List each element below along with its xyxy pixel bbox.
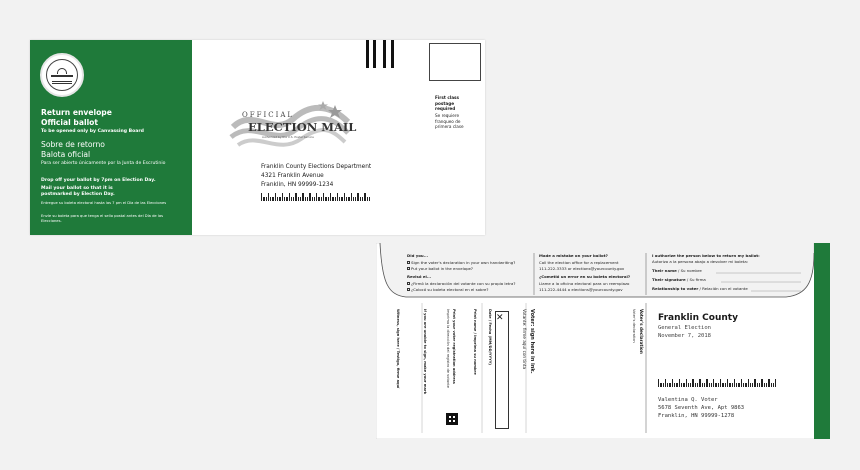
barcode-bar [690,383,691,387]
barcode-bar [302,193,303,201]
postage-required-text: First class postage required [435,95,460,111]
green-strip [814,243,830,439]
barcode-bar [277,197,278,201]
barcode-bar [686,379,687,387]
barcode-bar [291,197,292,201]
barcode-bar [720,379,721,387]
postal-barcode [261,193,370,201]
their-signature-field[interactable]: Their signature / Su firma [652,277,706,282]
checkbox-icon[interactable] [407,267,410,270]
barcode-bar [270,197,271,201]
barcode-bar [667,383,668,387]
barcode-bar [713,379,714,387]
barcode-bar [312,197,313,201]
barcode-bar [679,379,680,387]
reviso-heading: Revisó el... [407,274,432,279]
barcode-bar [766,383,767,387]
barcode-bar [741,379,742,387]
barcode-bar [743,383,744,387]
barcode-bar [738,383,739,387]
voter-address-line: 5678 Seventh Ave, Apt 9863 [658,405,745,411]
barcode-bar [759,383,760,387]
barcode-bar [272,197,273,201]
barcode-bar [725,383,726,387]
barcode-bar [286,197,287,201]
county-name: Franklin County [658,313,738,323]
barcode-bar [268,193,269,201]
barcode-bar [346,197,347,201]
voter-address-line: Franklin, HN 99999-1278 [658,413,735,419]
barcode-bar [337,193,338,201]
error-contact-es: 111-222-4444 o elections@yourcounty.gov [539,287,623,292]
barcode-bar [699,379,700,387]
barcode-bar [748,379,749,387]
return-envelope-title-es: Sobre de retorno [41,140,105,149]
mark-box[interactable] [495,311,509,429]
barcode-bar [305,197,306,201]
barcode-bar [745,383,746,387]
barcode-bar [339,197,340,201]
barcode-bar [688,383,689,387]
barcode-bar [295,193,296,201]
barcode-bar [367,197,368,201]
barcode-bar [773,383,774,387]
logo-official-text: OFFICIAL [242,111,295,119]
barcode-bar [706,379,707,387]
barcode-bar [727,379,728,387]
barcode-bar [332,197,333,201]
barcode-bar [351,193,352,201]
logo-election-mail-text: ELECTION MAIL [248,120,357,134]
facing-mark-bar [373,40,376,68]
sign-here-label-es: Votante: firme aquí con tinta [522,309,527,370]
barcode-bar [734,379,735,387]
barcode-bar [369,197,370,201]
barcode-bar [362,197,363,201]
put-checklist-item: Put your ballot in the envelope? [407,266,473,272]
voter-address-line: Valentina Q. Voter [658,397,718,403]
barcode-bar [330,193,331,201]
return-envelope-title: Return envelope [41,108,112,117]
sign-here-label: Voter: sign here in ink. [529,309,535,374]
official-ballot-title-es: Balota oficial [41,150,91,159]
checkbox-icon[interactable] [407,282,410,285]
barcode-bar [754,379,755,387]
barcode-bar [328,197,329,201]
mail-instruction-line-1: Mail your ballot so that it is [41,186,113,191]
barcode-bar [353,197,354,201]
mistake-line: Call the election office for a replacement [539,260,619,265]
x-mark-icon: ✕ [496,313,504,323]
declaration-text: Voter's declaration [632,309,636,343]
did-you-heading: Did you... [407,253,429,258]
barcode-bar [663,383,664,387]
declaration-title: Voter's declaration [639,309,644,354]
county-seal-icon [40,53,84,97]
barcode-bar [318,197,319,201]
stamp-placeholder [429,43,481,81]
barcode-bar [293,197,294,201]
error-line-es: Llame a la oficina electoral para un reemplazo [539,281,630,286]
barcode-bar [718,383,719,387]
barcode-bar [355,197,356,201]
barcode-bar [709,383,710,387]
barcode-bar [695,383,696,387]
barcode-bar [732,383,733,387]
barcode-bar [729,383,730,387]
their-name-field[interactable]: Their name / Su nombre [652,268,702,273]
barcode-bar [711,383,712,387]
date-field[interactable]: Date / Fecha (MM/DD/YYYY) [488,309,492,365]
return-envelope-back [376,243,830,439]
barcode-bar [764,383,765,387]
election-name: General Election [658,325,711,331]
postage-required-text-es: Se requiere franqueo de primera clase [435,113,464,129]
recipient-address-line: Franklin County Elections Department [261,164,372,170]
checkbox-icon[interactable] [407,261,410,264]
barcode-bar [275,193,276,201]
barcode-bar [323,193,324,201]
print-name-field[interactable]: Print name / Imprima su nombre [473,309,477,375]
barcode-bar [672,379,673,387]
barcode-bar [335,197,336,201]
barcode-bar [309,193,310,201]
barcode-bar [266,197,267,201]
barcode-bar [344,193,345,201]
barcode-bar [757,383,758,387]
barcode-bar [658,379,659,387]
mail-instruction-line-2: postmarked by Election Day. [41,192,115,197]
barcode-bar [261,193,262,201]
barcode-bar [768,379,769,387]
barcode-bar [341,197,342,201]
barcode-bar [715,383,716,387]
election-date: November 7, 2018 [658,333,711,339]
mail-instruction-es: Envíe su boleta para que tenga el sello postal antes del Día de las Elecciones. [41,214,164,223]
barcode-bar [750,383,751,387]
barcode-bar [357,193,358,201]
barcode-bar [279,197,280,201]
barcode-bar [681,383,682,387]
barcode-bar [722,383,723,387]
unable-to-sign-heading: If you are unable to sign, make your mark [423,309,427,395]
barcode-bar [775,379,776,387]
barcode-bar [348,197,349,201]
barcode-bar [674,383,675,387]
barcode-bar [660,383,661,387]
barcode-bar [771,383,772,387]
barcode-bar [683,383,684,387]
barcode-bar [289,193,290,201]
drop-off-instruction-es: Entregue su boleta electoral hasta las 7 pm el Día de las Elecciones [41,201,167,205]
error-heading-es: ¿Cometió un error en su boleta electoral? [539,274,631,279]
facing-mark-bar [391,40,394,68]
barcode-bar [752,383,753,387]
logo-authorized-text: Authorized by the U.S. Postal Service [262,135,314,139]
checkbox-icon[interactable] [407,288,410,291]
green-panel [30,40,192,235]
barcode-bar [284,197,285,201]
barcode-bar [360,197,361,201]
witness-field[interactable]: Witness, sign here / Testigo, firme aquí [396,309,400,389]
barcode-bar [692,379,693,387]
return-envelope-front [30,40,485,235]
canvassing-note-es: Para ser abierto únicamente por la Junta de Escrutinio [41,161,166,166]
recipient-address-line: Franklin, HN 99999-1234 [261,182,334,188]
sign-checklist-item: Sign the voter's declaration in your own handwriting? [407,260,515,266]
barcode-bar [316,193,317,201]
facing-mark-bar [383,40,386,68]
barcode-bar [761,379,762,387]
facing-mark-bar [366,40,369,68]
mistake-contact: 111-222-3333 or elections@yourcounty.gov [539,266,625,271]
mistake-heading: Made a mistake on your ballot? [539,253,608,258]
barcode-bar [263,197,264,201]
barcode-bar [736,383,737,387]
official-ballot-title: Official ballot [41,118,99,127]
qr-code-icon [446,413,458,425]
barcode-bar [325,197,326,201]
barcode-bar [697,383,698,387]
authorize-heading: I authorize the person below to return my ballot: [652,253,760,258]
voter-barcode [658,379,776,387]
registration-address-field-es: Imprima la dirección del registro de votante [446,309,450,388]
barcode-bar [665,379,666,387]
barcode-bar [702,383,703,387]
canvassing-note: To be opened only by Canvassing Board [41,129,144,134]
recipient-address-line: 4321 Franklin Avenue [261,173,324,179]
barcode-bar [300,197,301,201]
barcode-bar [314,197,315,201]
drop-off-instruction: Drop off your ballot by 7pm on Election Day. [41,178,156,183]
barcode-bar [364,193,365,201]
barcode-bar [307,197,308,201]
barcode-bar [298,197,299,201]
registration-address-field[interactable]: Print your voter registration address [452,309,456,384]
barcode-bar [676,383,677,387]
barcode-bar [321,197,322,201]
firmo-checklist-item: ¿Firmó la declaración del votante con su propia letra? [407,281,515,287]
relationship-field[interactable]: Relationship to voter / Relación con el votante [652,286,748,291]
barcode-bar [669,383,670,387]
barcode-bar [704,383,705,387]
coloco-checklist-item: ¿Colocó su boleta electoral en el sobre? [407,287,488,293]
authorize-heading-es: Autorizo a la persona abajo a devolver mi boleta: [652,259,749,264]
barcode-bar [282,193,283,201]
